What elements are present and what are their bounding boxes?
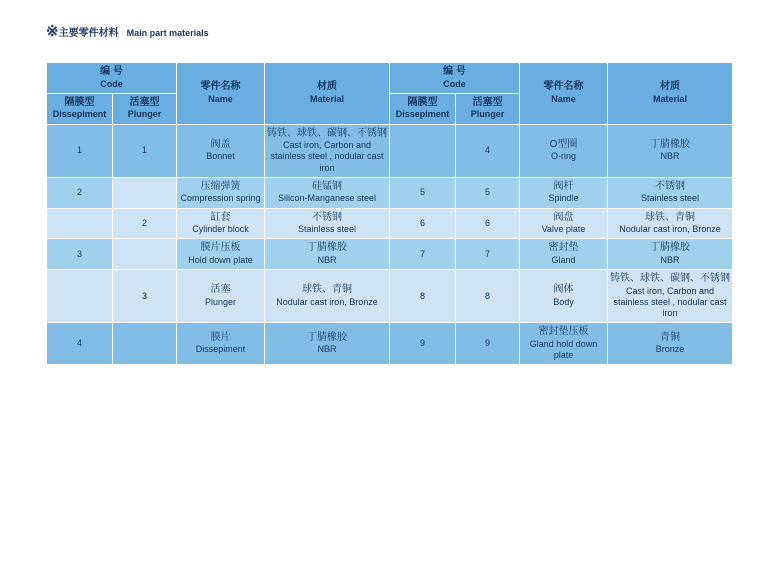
title-mark: ※ <box>46 23 59 40</box>
header-dissepiment-cn-right: 隔膜型 <box>407 96 438 108</box>
cell-part-name <box>520 323 608 365</box>
header-dissepiment-en-left: Dissepiment <box>52 109 107 120</box>
cell-dissepiment-code: 5 <box>390 177 456 208</box>
cell-material <box>265 177 390 208</box>
table-row <box>47 124 733 177</box>
main-part-materials-table <box>46 62 733 365</box>
cell-plunger-code <box>113 177 177 208</box>
material-cn: 丁腈橡胶 <box>650 242 690 254</box>
header-plunger-right <box>456 93 520 124</box>
material-en: Nodular cast iron, Bronze <box>619 224 721 234</box>
part-name-cn: 阀盖 <box>210 138 231 150</box>
title-text-en: Main part materials <box>126 28 209 38</box>
header-name-en-right: Name <box>551 93 576 104</box>
material-en: NBR <box>660 151 680 162</box>
part-name-en: Compression spring <box>180 193 261 204</box>
part-name-en: Gland hold down plate <box>529 338 598 360</box>
part-name-en: Gland <box>551 254 576 265</box>
cell-material <box>265 208 390 239</box>
cell-plunger-code <box>113 323 177 365</box>
header-plunger-en-left: Plunger <box>127 109 162 120</box>
part-name-cn: 密封垫压板 <box>538 326 589 338</box>
header-name-left <box>177 63 265 125</box>
header-dissepiment-left <box>47 93 113 124</box>
header-code-cn-right: 编 号 <box>443 66 466 77</box>
table-row <box>47 177 733 208</box>
cell-part-name <box>177 177 265 208</box>
table-row <box>47 323 733 365</box>
part-name-cn: O型圈 <box>549 138 578 150</box>
cell-material <box>265 270 390 323</box>
part-name-cn: 压缩弹簧 <box>200 180 241 192</box>
material-en: Cast iron, Carbon and stainless steel , nodular cast iron <box>613 285 727 318</box>
material-en: NBR <box>317 254 337 265</box>
cell-material <box>608 177 733 208</box>
cell-part-name <box>177 270 265 323</box>
table-row <box>47 208 733 239</box>
material-en: NBR <box>317 344 337 355</box>
cell-part-name <box>177 323 265 365</box>
cell-plunger-code: 4 <box>456 124 520 177</box>
cell-material <box>608 208 733 239</box>
cell-material <box>265 323 390 365</box>
cell-part-name <box>520 124 608 177</box>
part-name-en: Dissepiment <box>195 344 246 355</box>
material-cn: 不锈钢 <box>312 211 342 223</box>
cell-dissepiment-code: 7 <box>390 239 456 270</box>
cell-material <box>265 239 390 270</box>
table-row <box>47 239 733 270</box>
material-cn: 铸铁、球铁、碳钢、不锈钢 <box>610 273 730 284</box>
material-en: Bronze <box>655 344 685 355</box>
part-name-en: Hold down plate <box>188 254 253 265</box>
part-name-en: Bonnet <box>206 151 235 162</box>
cell-dissepiment-code: 6 <box>390 208 456 239</box>
cell-plunger-code: 5 <box>456 177 520 208</box>
part-name-cn: 阀体 <box>553 284 574 296</box>
header-dissepiment-cn-left: 隔膜型 <box>64 96 95 108</box>
cell-dissepiment-code: 4 <box>47 323 113 365</box>
part-name-cn: 缸套 <box>210 211 231 223</box>
cell-plunger-code: 8 <box>456 270 520 323</box>
part-name-en: O-ring <box>550 151 576 162</box>
header-name-right <box>520 63 608 125</box>
header-material-cn-left: 材质 <box>317 81 337 93</box>
header-dissepiment-right <box>390 93 456 124</box>
header-material-cn-right: 材质 <box>660 81 680 93</box>
header-code-en-right: Code <box>443 78 466 89</box>
cell-dissepiment-code: 1 <box>47 124 113 177</box>
cell-material <box>608 239 733 270</box>
table-header-row-1 <box>47 63 733 94</box>
material-en: Cast iron, Carbon and stainless steel , nodular cast iron <box>270 140 384 173</box>
material-cn: 球铁、青铜 <box>645 211 695 223</box>
cell-part-name <box>520 208 608 239</box>
cell-plunger-code: 6 <box>456 208 520 239</box>
header-plunger-left <box>113 93 177 124</box>
title-text-cn: 主要零件材料 <box>58 28 119 39</box>
cell-part-name <box>520 177 608 208</box>
cell-plunger-code: 9 <box>456 323 520 365</box>
header-code-group-left <box>47 63 177 94</box>
header-material-right <box>608 63 733 125</box>
material-cn: 不锈钢 <box>655 180 685 192</box>
header-plunger-cn-right: 活塞型 <box>472 96 503 108</box>
header-code-group-right <box>390 63 520 94</box>
part-name-cn: 活塞 <box>210 284 231 296</box>
part-name-en: Body <box>553 296 574 307</box>
part-name-cn: 阀杆 <box>553 180 574 192</box>
header-plunger-en-right: Plunger <box>470 109 505 120</box>
part-name-en: Plunger <box>204 296 237 307</box>
material-cn: 丁腈橡胶 <box>307 242 347 254</box>
cell-dissepiment-code: 9 <box>390 323 456 365</box>
part-name-en: Spindle <box>548 193 579 204</box>
material-cn: 丁腈橡胶 <box>650 138 690 150</box>
part-name-en: Cylinder block <box>192 224 249 234</box>
cell-part-name <box>520 239 608 270</box>
material-en: Nodular cast iron, Bronze <box>276 296 378 307</box>
material-cn: 硅锰钢 <box>312 180 342 192</box>
cell-part-name <box>177 239 265 270</box>
header-dissepiment-en-right: Dissepiment <box>395 109 450 120</box>
cell-part-name <box>520 270 608 323</box>
cell-material <box>608 124 733 177</box>
part-name-en: Valve plate <box>541 224 586 234</box>
header-code-en-left: Code <box>100 78 123 89</box>
header-name-cn-left: 零件名称 <box>200 81 241 93</box>
cell-material <box>265 124 390 177</box>
cell-dissepiment-code: 8 <box>390 270 456 323</box>
cell-plunger-code <box>113 239 177 270</box>
header-name-cn-right: 零件名称 <box>543 81 584 93</box>
part-name-cn: 膜片 <box>210 331 231 343</box>
header-code-cn-left: 编 号 <box>100 66 123 77</box>
material-cn: 铸铁、球铁、碳钢、不锈钢 <box>267 127 387 139</box>
cell-dissepiment-code: 2 <box>47 177 113 208</box>
material-cn: 丁腈橡胶 <box>307 331 347 343</box>
material-en: NBR <box>660 254 680 265</box>
header-name-en-left: Name <box>208 93 233 104</box>
page-title <box>46 22 209 40</box>
part-name-cn: 密封垫 <box>548 242 579 254</box>
cell-material <box>608 323 733 365</box>
cell-plunger-code: 1 <box>113 124 177 177</box>
header-material-left <box>265 63 390 125</box>
header-plunger-cn-left: 活塞型 <box>129 96 160 108</box>
cell-dissepiment-code <box>47 208 113 239</box>
material-cn: 球铁、青铜 <box>302 284 352 296</box>
cell-dissepiment-code <box>390 124 456 177</box>
material-en: Stainless steel <box>297 224 357 234</box>
cell-part-name <box>177 208 265 239</box>
cell-plunger-code: 2 <box>113 208 177 239</box>
table-row <box>47 270 733 323</box>
cell-material <box>608 270 733 323</box>
cell-part-name <box>177 124 265 177</box>
cell-dissepiment-code <box>47 270 113 323</box>
material-en: Stainless steel <box>640 193 700 204</box>
material-en: Silicon-Manganese steel <box>277 193 377 204</box>
header-material-en-left: Material <box>309 93 344 104</box>
part-name-cn: 阀盘 <box>553 211 574 223</box>
part-name-cn: 膜片压板 <box>200 242 241 254</box>
cell-plunger-code: 7 <box>456 239 520 270</box>
header-material-en-right: Material <box>652 93 687 104</box>
cell-dissepiment-code: 3 <box>47 239 113 270</box>
cell-plunger-code: 3 <box>113 270 177 323</box>
material-cn: 青铜 <box>660 331 680 343</box>
